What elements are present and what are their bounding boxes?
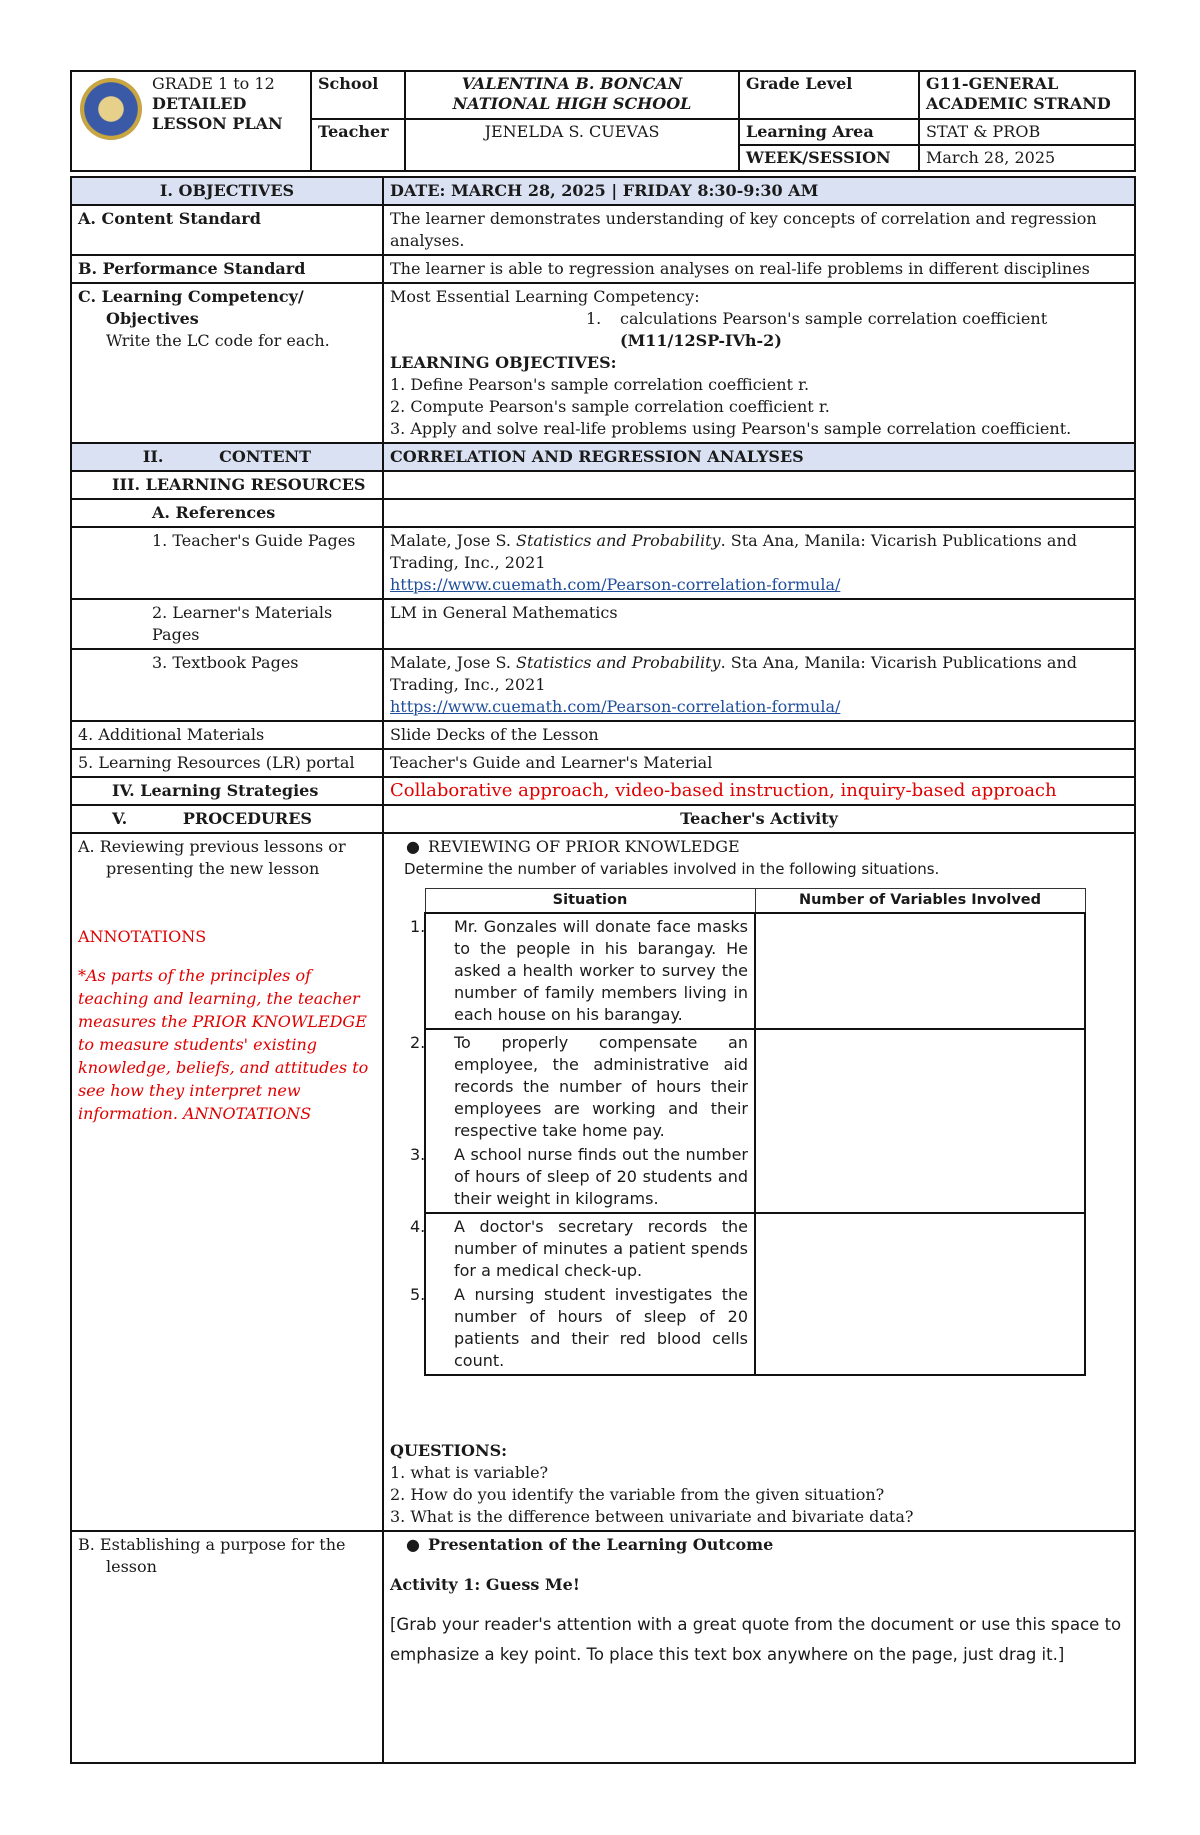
questions-title: QUESTIONS: <box>390 1441 508 1460</box>
tb-value <box>383 649 1135 721</box>
situation-4: A doctor's secretary records the number of minutes a patient spends for a medical check-up. <box>454 1217 748 1280</box>
week-label: WEEK/SESSION <box>739 145 919 171</box>
annotations-title: ANNOTATIONS <box>78 927 207 946</box>
resources-heading: III. LEARNING RESOURCES <box>71 471 383 499</box>
tg-label: 1. Teacher's Guide Pages <box>71 527 383 599</box>
tb-author: Malate, Jose S. <box>390 653 517 672</box>
procedure-b-content <box>383 1531 1135 1763</box>
situation-number: 1. <box>410 917 426 936</box>
grade-value: G11-GENERAL ACADEMIC STRAND <box>919 71 1135 119</box>
school-value: VALENTINA B. BONCAN NATIONAL HIGH SCHOOL <box>405 71 739 119</box>
tg-value <box>383 527 1135 599</box>
question-2: 2. How do you identify the variable from the given situation? <box>390 1485 885 1504</box>
situation-text <box>410 1216 748 1282</box>
lm-value: LM in General Mathematics <box>383 599 1135 649</box>
situation-number: 5. <box>410 1285 426 1304</box>
lo-3: 3. Apply and solve real-life problems using Pearson's sample correlation coefficient. <box>390 419 1072 438</box>
prior-knowledge-bullet: REVIEWING OF PRIOR KNOWLEDGE <box>428 837 740 856</box>
table-row <box>425 913 1085 1029</box>
situation-table <box>410 888 1086 1376</box>
tg-link[interactable]: https://www.cuemath.com/Pearson-correlation-formula/ <box>390 575 841 594</box>
tg-rest: . Sta Ana, Manila: Vicarish Publications and Trading, Inc., 2021 <box>390 531 1077 572</box>
situation-text <box>410 1032 748 1142</box>
content-standard-value: The learner demonstrates understanding of key concepts of correlation and regression analyses. <box>383 205 1135 255</box>
content-heading: II. CONTENT <box>71 443 383 471</box>
variables-header: Number of Variables Involved <box>755 889 1085 914</box>
lo-title: LEARNING OBJECTIVES: <box>390 353 617 372</box>
additional-materials-label: 4. Additional Materials <box>71 721 383 749</box>
procedures-label: V. PROCEDURES <box>71 805 383 833</box>
references-label: A. References <box>71 499 383 527</box>
lr-portal-label: 5. Learning Resources (LR) portal <box>71 749 383 777</box>
situation-text <box>410 916 748 1026</box>
teacher-activity-header: Teacher's Activity <box>383 805 1135 833</box>
question-1: 1. what is variable? <box>390 1463 549 1482</box>
situation-number: 2. <box>410 1033 426 1052</box>
school-seal-logo <box>80 78 142 140</box>
strategies-value: Collaborative approach, video-based instruction, inquiry-based approach <box>383 777 1135 805</box>
additional-materials-value: Slide Decks of the Lesson <box>383 721 1135 749</box>
content-value: CORRELATION AND REGRESSION ANALYSES <box>383 443 1135 471</box>
teacher-value: JENELDA S. CUEVAS <box>405 119 739 171</box>
lm-label: 2. Learner's Materials Pages <box>71 599 383 649</box>
procedure-a-label: A. Reviewing previous lessons or presenting the new lesson <box>78 837 346 878</box>
tb-title: Statistics and Probability <box>516 653 721 672</box>
references-empty <box>383 499 1135 527</box>
instruction-text: Determine the number of variables involved in the following situations. <box>404 860 940 878</box>
header-title-cell <box>71 71 311 171</box>
school-label: School <box>311 71 405 119</box>
competency-cell <box>71 283 383 443</box>
area-label: Learning Area <box>739 119 919 145</box>
situation-cell <box>410 1213 755 1375</box>
performance-standard-label: B. Performance Standard <box>71 255 383 283</box>
learning-outcome-bullet: Presentation of the Learning Outcome <box>428 1535 774 1554</box>
doc-type-line2: DETAILED <box>152 94 247 113</box>
melc-code: (M11/12SP-IVh-2) <box>620 331 782 350</box>
tb-label: 3. Textbook Pages <box>71 649 383 721</box>
teacher-label: Teacher <box>311 119 405 171</box>
area-value: STAT & PROB <box>919 119 1135 145</box>
strategies-label: IV. Learning Strategies <box>71 777 383 805</box>
situation-number: 4. <box>410 1217 426 1236</box>
situation-1: Mr. Gonzales will donate face masks to the people in his barangay. He asked a health worker to survey the number of family members living in each house on his barangay. <box>454 917 748 1024</box>
situation-cell <box>410 913 755 1029</box>
lesson-plan-page <box>70 70 1134 1764</box>
answer-cell[interactable] <box>755 1029 1085 1213</box>
performance-standard-value: The learner is able to regression analyses on real-life problems in different disciplines <box>383 255 1135 283</box>
situation-text <box>410 1284 748 1372</box>
table-row <box>425 1213 1085 1375</box>
learning-outcome-row <box>390 1534 1128 1556</box>
situation-3: A school nurse finds out the number of hours of sleep of 20 students and their weight in kilograms. <box>454 1145 748 1208</box>
procedure-b-cell <box>71 1531 383 1763</box>
situation-2: To properly compensate an employee, the administrative aid records the number of hours their employees are working and their respective take home pay. <box>454 1033 748 1140</box>
situation-5: A nursing student investigates the number of hours of sleep of 20 patients and their red blood cells count. <box>454 1285 748 1370</box>
bullet-icon: ● <box>406 837 420 856</box>
procedure-a-cell <box>71 833 383 1531</box>
resources-empty <box>383 471 1135 499</box>
objectives-heading: I. OBJECTIVES <box>71 177 383 205</box>
question-3: 3. What is the difference between univariate and bivariate data? <box>390 1507 914 1526</box>
lesson-table <box>70 176 1136 1764</box>
header-table <box>70 70 1136 172</box>
melc-item: calculations Pearson's sample correlation coefficient <box>620 309 1048 328</box>
procedure-a-content <box>383 833 1135 1531</box>
bullet-icon: ● <box>406 1535 420 1554</box>
tb-link[interactable]: https://www.cuemath.com/Pearson-correlation-formula/ <box>390 697 841 716</box>
tg-author: Malate, Jose S. <box>390 531 517 550</box>
doc-type-line3: LESSON PLAN <box>152 114 283 133</box>
table-row <box>425 1029 1085 1213</box>
lr-portal-value: Teacher's Guide and Learner's Material <box>383 749 1135 777</box>
content-standard-label: A. Content Standard <box>71 205 383 255</box>
quote-placeholder[interactable]: [Grab your reader's attention with a great quote from the document or use this space to emphasize a key point. To place this text box anywhere on the page, just drag it.] <box>390 1615 1122 1664</box>
answer-cell[interactable] <box>755 1213 1085 1375</box>
lo-1: 1. Define Pearson's sample correlation coefficient r. <box>390 375 810 394</box>
tg-title: Statistics and Probability <box>516 531 721 550</box>
activity-title: Activity 1: Guess Me! <box>390 1575 580 1594</box>
doc-type-line1: GRADE 1 to 12 <box>152 74 275 93</box>
lo-2: 2. Compute Pearson's sample correlation coefficient r. <box>390 397 830 416</box>
competency-value <box>383 283 1135 443</box>
competency-label-2: Objectives <box>106 309 199 328</box>
melc-title: Most Essential Learning Competency: <box>390 287 700 306</box>
competency-note: Write the LC code for each. <box>106 331 330 350</box>
tb-rest: . Sta Ana, Manila: Vicarish Publications and Trading, Inc., 2021 <box>390 653 1077 694</box>
objectives-date: DATE: MARCH 28, 2025 | FRIDAY 8:30-9:30 AM <box>383 177 1135 205</box>
annotations-text: *As parts of the principles of teaching and learning, the teacher measures the PRIOR KNOWLEDGE to measure students' existing knowledge, beliefs, and attitudes to see how they interpret new information. ANNOTATIONS <box>78 966 369 1123</box>
week-value: March 28, 2025 <box>919 145 1135 171</box>
prior-knowledge-row <box>390 836 1128 858</box>
situation-text <box>410 1144 748 1210</box>
situation-cell <box>410 1029 755 1213</box>
situation-number: 3. <box>410 1145 426 1164</box>
grade-label: Grade Level <box>739 71 919 119</box>
competency-label: C. Learning Competency/ <box>78 287 304 306</box>
situation-header: Situation <box>425 889 755 914</box>
procedure-b-label: B. Establishing a purpose for the lesson <box>78 1535 346 1576</box>
answer-cell[interactable] <box>755 913 1085 1029</box>
melc-item-row: 1. calculations Pearson's sample correlation coefficient <box>586 309 1048 328</box>
